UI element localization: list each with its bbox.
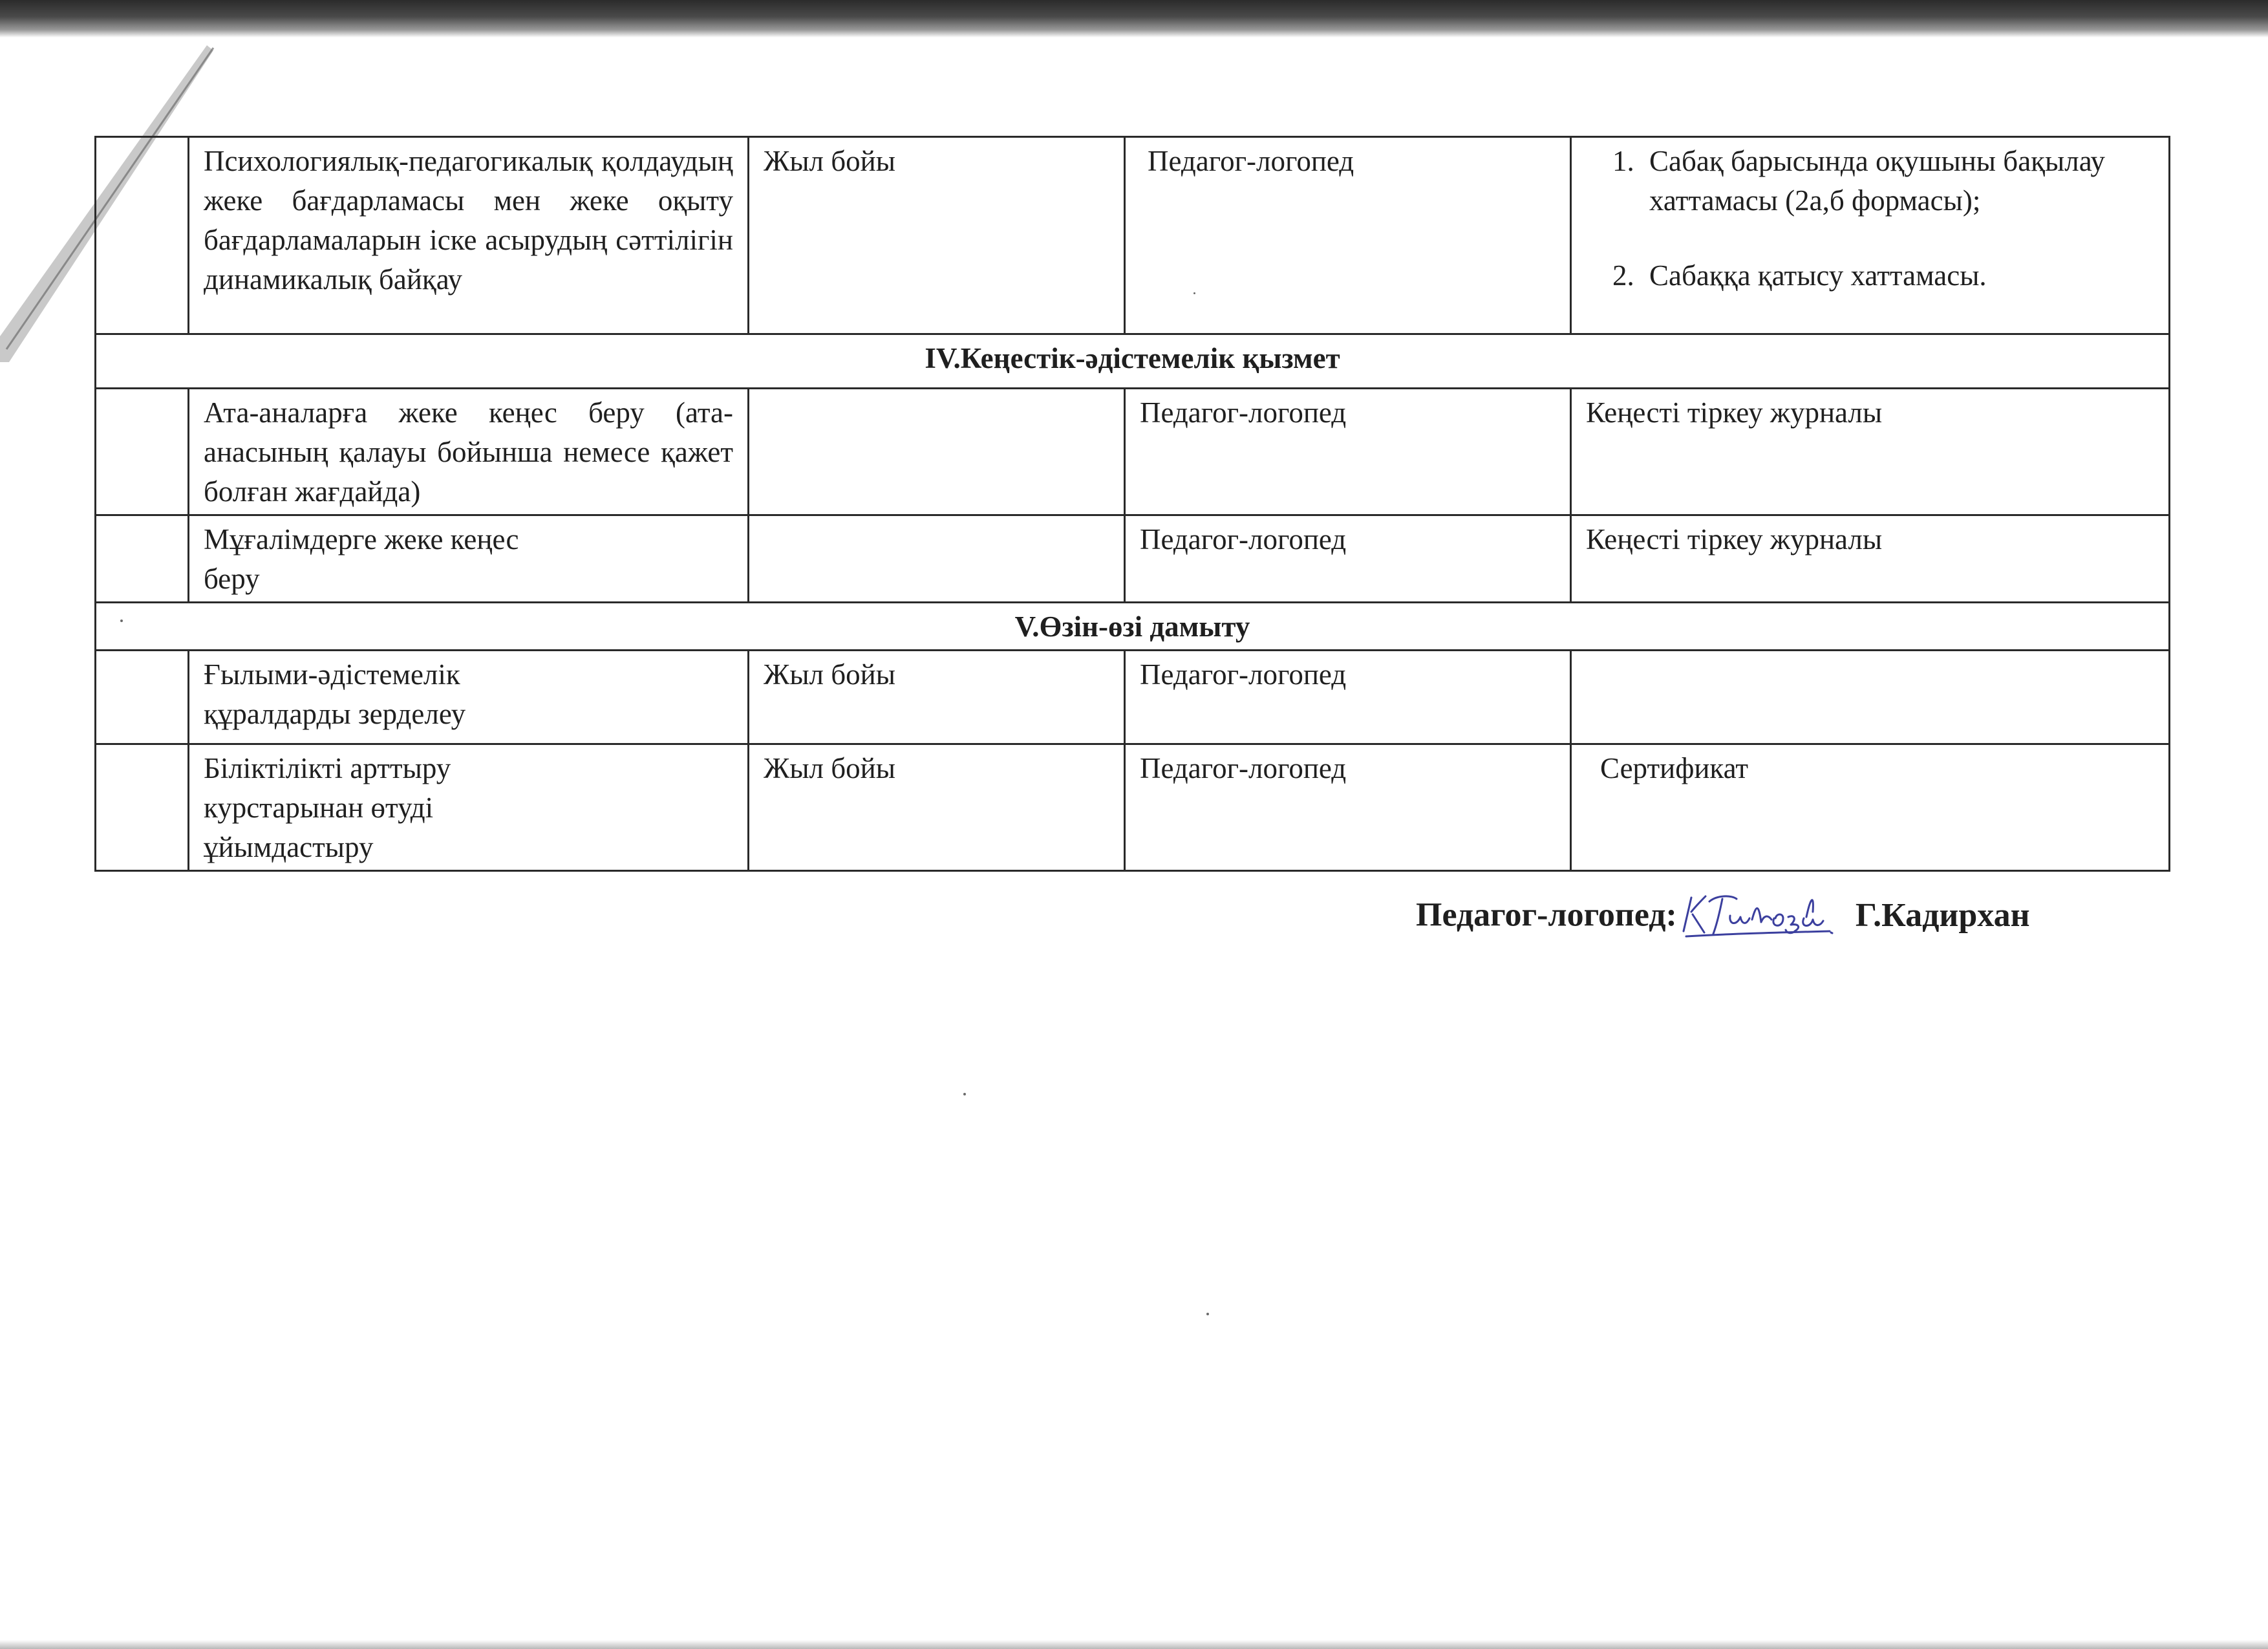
activity-cell: Ата-аналарға жеке кеңес беру (ата-анасының қалауы бойынша немесе қажет болған жағдайда) — [189, 389, 749, 515]
signature-name: Г.Кадирхан — [1855, 896, 2030, 934]
row-number-cell — [96, 137, 189, 334]
scan-speck — [1206, 1313, 1209, 1315]
row-number-cell — [96, 744, 189, 871]
section-title: IV.Кеңестік-әдістемелік қызмет — [96, 334, 2170, 389]
work-plan-table — [94, 136, 2170, 872]
row-number-cell — [96, 515, 189, 603]
result-cell — [1571, 137, 2170, 334]
table-row — [96, 389, 2170, 515]
responsible-cell: Педагог-логопед — [1125, 651, 1571, 744]
section-title: V.Өзін-өзі дамыту — [96, 603, 2170, 651]
handwritten-signature — [1677, 886, 1839, 944]
activity-cell — [189, 744, 749, 871]
result-list — [1586, 142, 2154, 296]
scan-speck — [963, 1093, 966, 1095]
section-heading-row — [96, 334, 2170, 389]
activity-text: Мұғалімдерге жеке кеңес беру — [204, 523, 519, 595]
result-cell — [1571, 651, 2170, 744]
list-item: 2. Сабаққа қатысу хаттамасы. — [1642, 256, 2154, 296]
activity-text: Біліктілікті арттыру курстарынан өтуді ұйымдастыру — [204, 752, 451, 863]
list-item: 1. Сабақ барысында оқушыны бақылау хаттамасы (2а,б формасы); — [1642, 142, 2154, 221]
activity-text: Ғылыми-әдістемелік құралдарды зерделеу — [204, 658, 466, 730]
result-cell: Сертификат — [1571, 744, 2170, 871]
activity-cell: Психологиялық-педагогикалық қолдаудың жеке бағдарламасы мен жеке оқыту бағдарламаларын іске асырудың сәттілігін динамикалық байқау — [189, 137, 749, 334]
signature-role: Педагог-логопед: — [1416, 896, 1677, 934]
row-number-cell — [96, 651, 189, 744]
period-cell — [749, 389, 1125, 515]
table-row — [96, 137, 2170, 334]
result-cell: Кеңесті тіркеу журналы — [1571, 389, 2170, 515]
scan-edge-top — [0, 0, 2268, 38]
activity-cell — [189, 651, 749, 744]
period-cell: Жыл бойы — [749, 744, 1125, 871]
period-cell: Жыл бойы — [749, 651, 1125, 744]
section-heading-row — [96, 603, 2170, 651]
responsible-cell: Педагог-логопед — [1125, 137, 1571, 334]
table-row — [96, 744, 2170, 871]
table-row — [96, 651, 2170, 744]
period-cell: Жыл бойы — [749, 137, 1125, 334]
responsible-cell: Педагог-логопед — [1125, 389, 1571, 515]
responsible-cell: Педагог-логопед — [1125, 744, 1571, 871]
scan-edge-bottom — [0, 1640, 2268, 1649]
activity-cell — [189, 515, 749, 603]
period-cell — [749, 515, 1125, 603]
scan-speck — [1193, 292, 1195, 294]
signature-block — [1416, 886, 2030, 957]
row-number-cell — [96, 389, 189, 515]
responsible-cell: Педагог-логопед — [1125, 515, 1571, 603]
table-row — [96, 515, 2170, 603]
scan-speck — [120, 620, 123, 622]
result-cell: Кеңесті тіркеу журналы — [1571, 515, 2170, 603]
